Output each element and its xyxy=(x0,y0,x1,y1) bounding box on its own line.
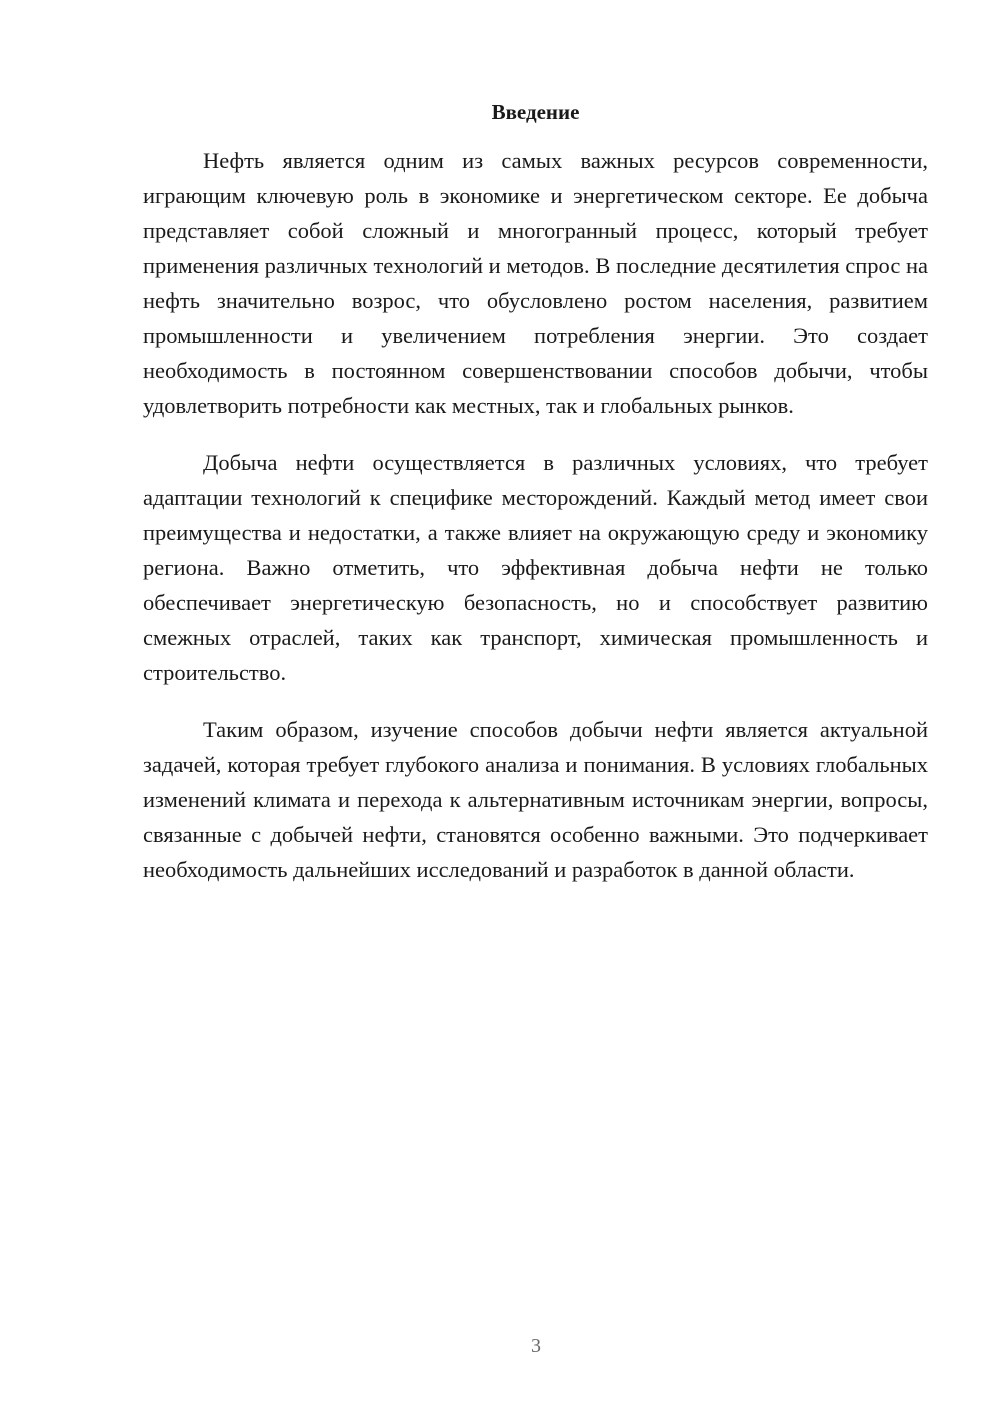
paragraph-2: Добыча нефти осуществляется в различных условиях, что требует адаптации технологий к специфике месторождений. Каждый метод имеет свои преимущества и недостатки, а также влияет на окружающую среду и экономику региона. Важно отметить, что эффективная добыча нефти не только обеспечивает энергетическую безопасность, но и способствует развитию смежных отраслей, таких как транспорт, химическая промышленность и строительство. xyxy=(143,450,928,685)
section-heading: Введение xyxy=(491,100,580,124)
document-body xyxy=(143,143,928,909)
paragraph-3: Таким образом, изучение способов добычи нефти является актуальной задачей, которая требует глубокого анализа и понимания. В условиях глобальных изменений климата и перехода к альтернативным источникам энергии, вопросы, связанные с добычей нефти, становятся особенно важными. Это подчеркивает необходимость дальнейших исследований и разработок в данной области. xyxy=(143,717,928,882)
page-number: 3 xyxy=(531,1335,541,1357)
paragraph-1: Нефть является одним из самых важных ресурсов современности, играющим ключевую роль в экономике и энергетическом секторе. Ее добыча представляет собой сложный и многогранный процесс, который требует применения различных технологий и методов. В последние десятилетия спрос на нефть значительно возрос, что обусловлено ростом населения, развитием промышленности и увеличением потребления энергии. Это создает необходимость в постоянном совершенствовании способов добычи, чтобы удовлетворить потребности как местных, так и глобальных рынков. xyxy=(143,148,928,418)
